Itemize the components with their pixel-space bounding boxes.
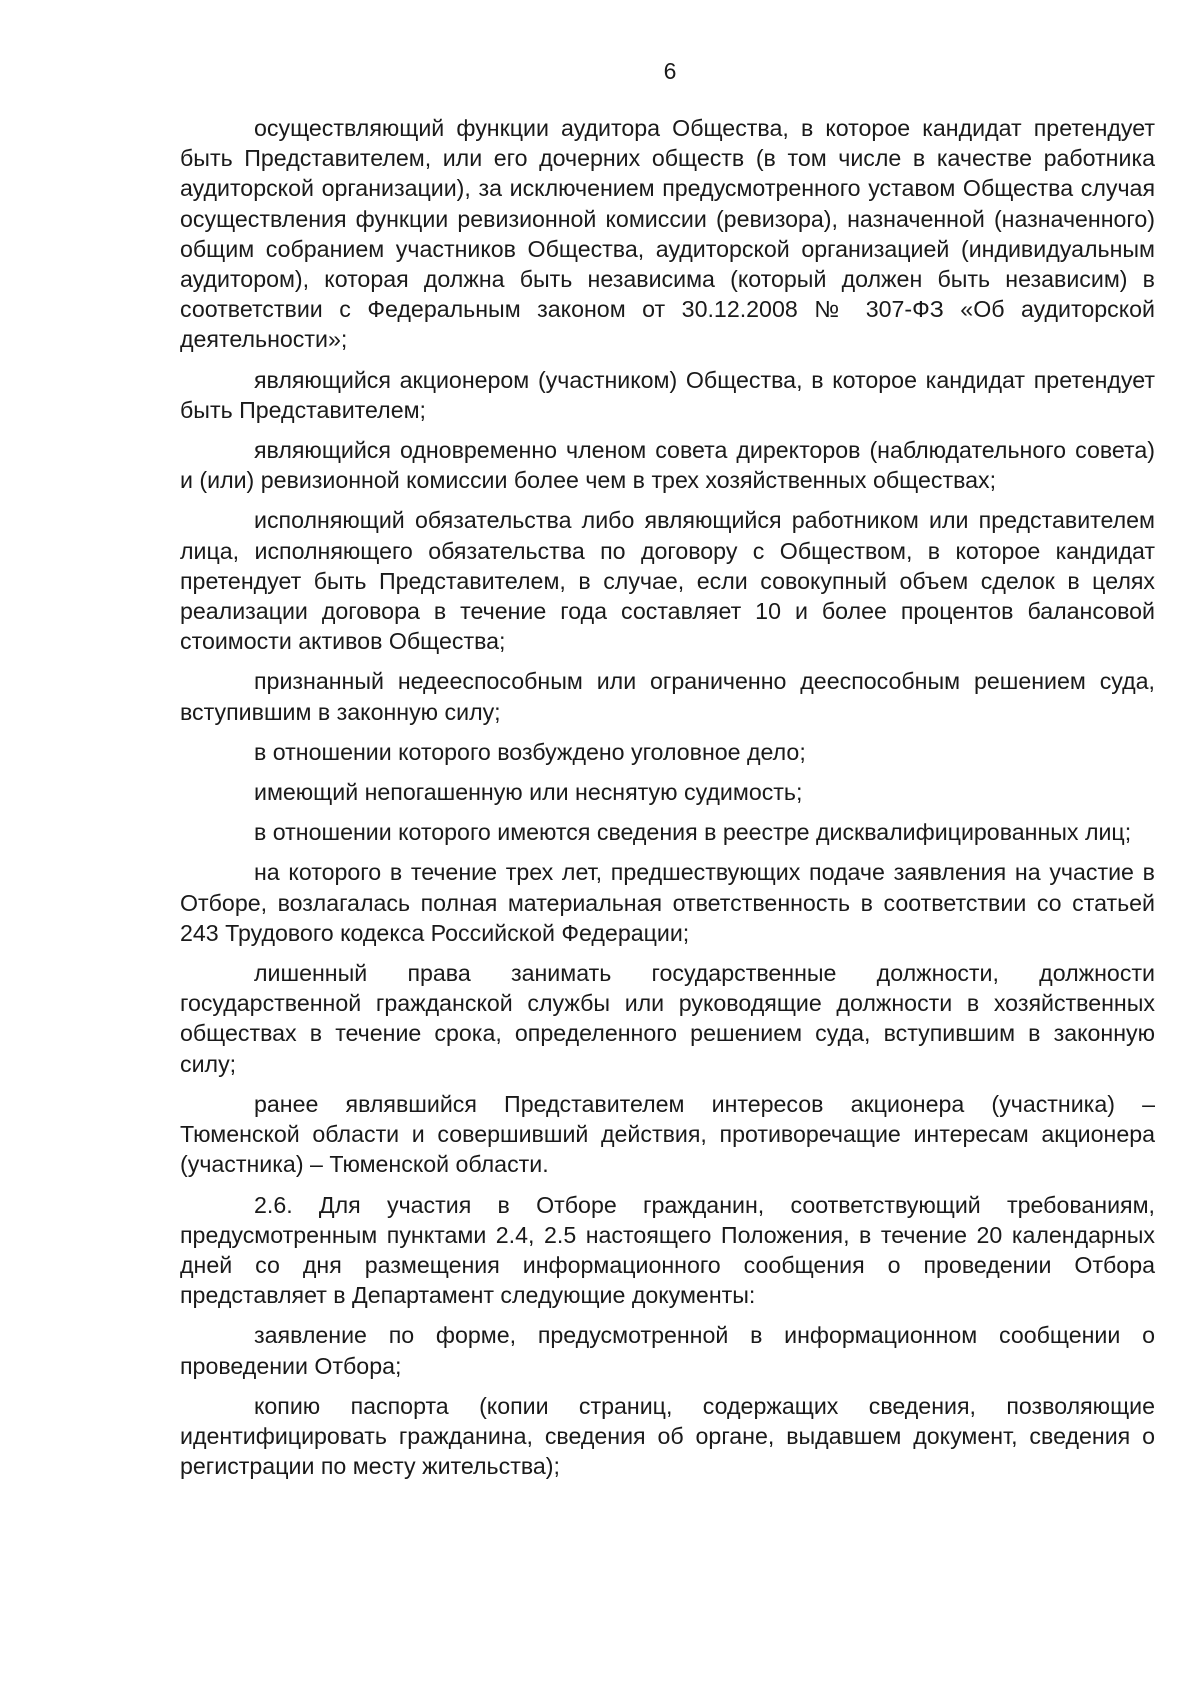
paragraph-material-liability: на которого в течение трех лет, предшествующих подаче заявления на участие в Отборе, возлагалась полная материальная ответственность в соответствии со статьей 243 Трудового кодекса Российской Федерации; — [180, 859, 1155, 946]
paragraph-clause-2-6: 2.6. Для участия в Отборе гражданин, соответствующий требованиям, предусмотренным пунктами 2.4, 2.5 настоящего Положения, в течение 20 календарных дней со дня размещения информационного сообщения о проведении Отбора представляет в Департамент следующие документы: — [180, 1191, 1155, 1309]
paragraph-disqualified: в отношении которого имеются сведения в реестре дисквалифицированных лиц; — [254, 819, 1132, 846]
paragraph-board-member: являющийся одновременно членом совета директоров (наблюдательного совета) и (или) ревизионной комиссии более чем в трех хозяйственных обществах; — [180, 437, 1155, 494]
paragraph-auditor-function: осуществляющий функции аудитора Общества, в которое кандидат претендует быть Представителем, или его дочерних обществ (в том числе в качестве работника аудиторской организации), за исключением предусмотренного уставом Общества случая осуществления функции ревизионной комиссии (ревизора), назначенной (назначенного) общим собранием участников Общества, аудиторской организацией (индивидуальным аудитором), которая должна быть независима (который должен быть независим) в соответствии с Федеральным законом от 30.12.2008 № 307-ФЗ «Об аудиторской деятельности»; — [180, 115, 1155, 353]
paragraph-former-representative: ранее являвшийся Представителем интересов акционера (участника) – Тюменской области и совершивший действия, противоречащие интересам акционера (участника) – Тюменской области. — [180, 1090, 1155, 1178]
paragraph-deprived-of-right: лишенный права занимать государственные должности, должности государственной гражданской службы или руководящие должности в хозяйственных обществах в течение срока, определенного решением суда, вступившим в законную силу; — [180, 960, 1155, 1077]
document-body — [180, 113, 1155, 1491]
paragraph-criminal-record: имеющий непогашенную или неснятую судимость; — [254, 779, 803, 806]
paragraph-passport-copy: копию паспорта (копии страниц, содержащих сведения, позволяющие идентифицировать гражданина, сведения об органе, выдавшем документ, сведения о регистрации по месту жительства); — [180, 1392, 1155, 1480]
paragraph-contract-obligations: исполняющий обязательства либо являющийся работником или представителем лица, исполняющего обязательства по договору с Обществом, в которое кандидат претендует быть Представителем, в случае, если совокупный объем сделок в целях реализации договора в течение года составляет 10 и более процентов балансовой стоимости активов Общества; — [180, 507, 1155, 655]
page-number: 6 — [663, 58, 677, 84]
paragraph-application: заявление по форме, предусмотренной в информационном сообщении о проведении Отбора; — [180, 1322, 1155, 1379]
paragraph-shareholder: являющийся акционером (участником) Общества, в которое кандидат претендует быть Представителем; — [180, 366, 1155, 423]
paragraph-incapacitated: признанный недееспособным или ограниченно дееспособным решением суда, вступившим в законную силу; — [180, 668, 1155, 725]
paragraph-criminal-case: в отношении которого возбуждено уголовное дело; — [254, 738, 806, 765]
